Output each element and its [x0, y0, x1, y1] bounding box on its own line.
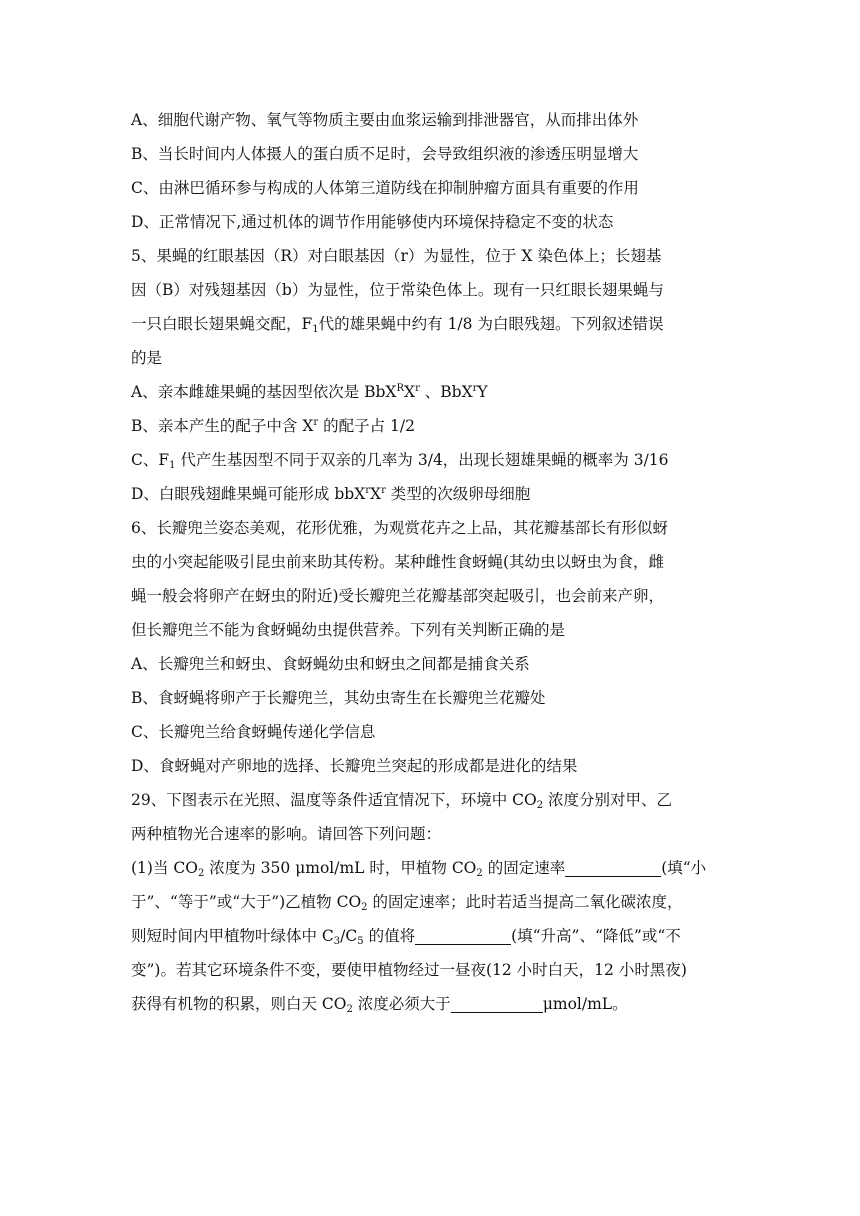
q5-stem-line-2: 因（B）对残翅基因（b）为显性，位于常染色体上。现有一只红眼长翅果蝇与 — [131, 281, 664, 299]
q29-part1-line-2: 于”、“等于”或“大于”)乙植物 $CO_2$ 的固定速率；此时若适当提高二氧化碳浓度， — [131, 893, 683, 913]
q6-stem-line-2: 虫的小突起能吸引昆虫前来助其传粉。某种雌性食蚜蝇(其幼虫以蚜虫为食，雌 — [131, 553, 665, 571]
q29-part1-line-4: 变”)。若其它环境条件不变，要使甲植物经过一昼夜(12 小时白天，12 小时黑夜) — [131, 961, 687, 979]
q5-option-a: A、亲本雌雄果蝇的基因型依次是 $BbX^RX^r$ 、BbX$^r$Y — [131, 383, 488, 401]
q29-stem-line-1: 29、下图表示在光照、温度等条件适宜情况下，环境中 $CO_2$ 浓度分别对甲、乙 — [131, 791, 673, 811]
q5-stem-line-4: 的是 — [131, 349, 163, 367]
answer-blank-3[interactable] — [451, 994, 543, 1013]
q4-option-b: B、当长时间内人体摄人的蛋白质不足时，会导致组织液的渗透压明显增大 — [131, 145, 639, 163]
q6-option-c: C、长瓣兜兰给食蚜蝇传递化学信息 — [131, 723, 376, 741]
q29-part1-line-3: 则短时间内甲植物叶绿体中 $C_3/C_5$ 的值将 (填“升高”、“降低”或“不 — [131, 927, 681, 947]
document-body — [131, 103, 731, 1021]
q5-option-c: C、$F_1$ 代产生基因型不同于双亲的几率为 3/4，出现长翅雄果蝇的概率为 3/16 — [131, 451, 669, 471]
q6-option-a: A、长瓣兜兰和蚜虫、食蚜蝇幼虫和蚜虫之间都是捕食关系 — [131, 655, 530, 673]
q6-option-d: D、食蚜蝇对产卵地的选择、长瓣兜兰突起的形成都是进化的结果 — [131, 757, 578, 775]
q4-option-d: D、正常情况下,通过机体的调节作用能够使内环境保持稳定不变的状态 — [131, 213, 614, 231]
q5-option-d: D、白眼残翅雌果蝇可能形成 $bbX^rX^r$ 类型的次级卵母细胞 — [131, 485, 531, 503]
q29-part1-line-1: (1)当 $CO_2$ 浓度为 350 μmol/mL 时，甲植物 $CO_2$ 的固定速率 (填“小 — [131, 859, 707, 879]
q6-option-b: B、食蚜蝇将卵产于长瓣兜兰，其幼虫寄生在长瓣兜兰花瓣处 — [131, 689, 546, 707]
q4-option-a: A、细胞代谢产物、氧气等物质主要由血浆运输到排泄器官，从而排出体外 — [131, 111, 639, 129]
answer-blank-2[interactable] — [415, 926, 511, 945]
q6-stem-line-4: 但长瓣兜兰不能为食蚜蝇幼虫提供营养。下列有关判断正确的是 — [131, 621, 566, 639]
q29-stem-line-2: 两种植物光合速率的影响。请回答下列问题： — [131, 825, 442, 843]
q6-stem-line-1: 6、长瓣兜兰姿态美观，花形优雅，为观赏花卉之上品，其花瓣基部长有形似蚜 — [131, 519, 668, 537]
q5-stem-line-1: 5、果蝇的红眼基因（R）对白眼基因（r）为显性，位于 X 染色体上；长翅基 — [131, 247, 662, 265]
q29-part1-line-5: 获得有机物的积累，则白天 $CO_2$ 浓度必须大于 μmol/mL。 — [131, 995, 628, 1015]
answer-blank-1[interactable] — [565, 858, 661, 877]
q6-stem-line-3: 蝇一般会将卵产在蚜虫的附近)受长瓣兜兰花瓣基部突起吸引，也会前来产卵， — [131, 587, 665, 605]
q4-option-c: C、由淋巴循环参与构成的人体第三道防线在抑制肿瘤方面具有重要的作用 — [131, 179, 639, 197]
q5-option-b: B、亲本产生的配子中含 $X^r$ 的配子占 1/2 — [131, 417, 415, 435]
q5-stem-line-3: 一只白眼长翅果蝇交配，$F_1$代的雄果蝇中约有 1/8 为白眼残翅。下列叙述错误 — [131, 315, 664, 335]
